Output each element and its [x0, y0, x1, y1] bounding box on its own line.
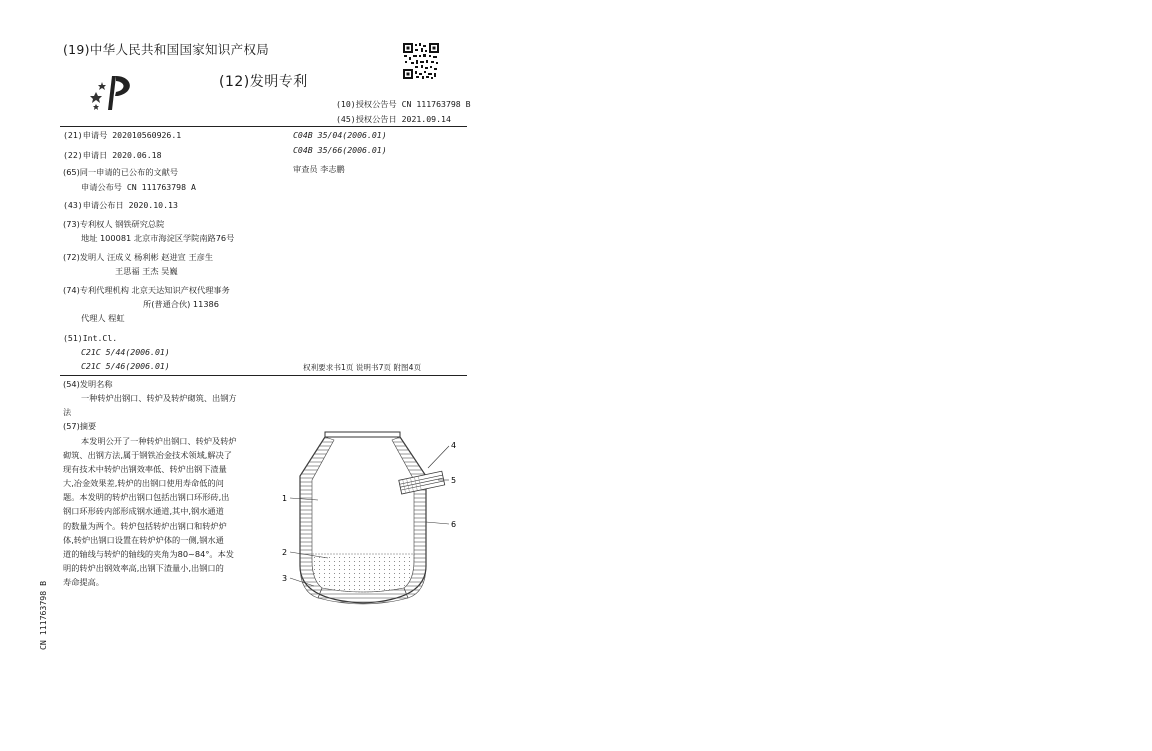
- figure-label-6: 6: [451, 520, 457, 529]
- invention-title-line-2: 法: [63, 407, 72, 417]
- abstract-line: 体,转炉出钢口设置在转炉炉体的一侧,钢水通: [63, 534, 224, 545]
- abstract-line: 大,冶金效果差,转炉的出钢口使用寿命低的问: [63, 478, 224, 489]
- middle-rule: [60, 375, 467, 376]
- figure-label-3: 3: [282, 574, 288, 583]
- converter-figure: [278, 428, 463, 616]
- prior-publication-heading: (65)同一申请的已公布的文献号: [63, 167, 179, 177]
- int-cl-1: C21C 5/44(2006.01): [81, 347, 170, 357]
- patentee: (73)专利权人 钢铁研究总院: [63, 219, 165, 229]
- patentee-address: 地址 100081 北京市海淀区学院南路76号: [81, 233, 235, 243]
- patent-agent: 代理人 程虹: [81, 313, 125, 323]
- classification-2: C04B 35/66(2006.01): [293, 145, 387, 155]
- qr-code: [403, 43, 439, 79]
- page-counts: 权利要求书1页 说明书7页 附图4页: [303, 363, 422, 372]
- invention-title-heading: (54)发明名称: [63, 379, 113, 389]
- abstract-text: [63, 434, 259, 589]
- figure-label-1: 1: [282, 494, 288, 503]
- side-publication-number: CN 111763798 B: [38, 580, 48, 650]
- patent-agency-line-2: 所(普通合伙) 11386: [143, 299, 219, 309]
- document-type: (12)发明专利: [219, 74, 308, 90]
- application-number: (21)申请号 202010560926.1: [63, 130, 182, 140]
- inventors-line-1: (72)发明人 汪成义 杨利彬 赵进宣 王彦生: [63, 252, 214, 262]
- abstract-line: 现有技术中转炉出钢效率低、转炉出钢下渣量: [63, 464, 227, 475]
- abstract-line: 的数量为两个。转炉包括转炉出钢口和转炉炉: [63, 520, 227, 531]
- publication-date: (43)申请公布日 2020.10.13: [63, 200, 178, 210]
- int-cl-heading: (51)Int.Cl.: [63, 333, 118, 343]
- examiner: 审查员 李志鹏: [293, 164, 345, 174]
- abstract-line: 明的转炉出钢效率高,出钢下渣量小,出钢口的: [63, 562, 224, 573]
- cnipa-logo: [88, 72, 140, 112]
- figure-label-4: 4: [451, 441, 457, 450]
- classification-1: C04B 35/04(2006.01): [293, 130, 387, 140]
- patent-agency-line-1: (74)专利代理机构 北京天达知识产权代理事务: [63, 285, 230, 295]
- abstract-line: 砌筑、出钢方法,属于钢铁冶金技术领域,解决了: [63, 450, 232, 461]
- abstract-line: 本发明公开了一种转炉出钢口、转炉及转炉: [81, 436, 237, 446]
- abstract-line: 道的轴线与转炉的轴线的夹角为80~84°。本发: [63, 548, 234, 559]
- abstract-line: 钢口环形砖内部形成钢水通道,其中,钢水通道: [63, 506, 224, 517]
- application-date: (22)申请日 2020.06.18: [63, 150, 162, 160]
- prior-publication-number: 申请公布号 CN 111763798 A: [81, 182, 196, 192]
- grant-publication-number: (10)授权公告号 CN 111763798 B: [336, 99, 471, 109]
- abstract-line: 寿命提高。: [63, 576, 104, 587]
- figure-label-2: 2: [282, 548, 288, 557]
- figure-label-5: 5: [451, 476, 457, 485]
- abstract-heading: (57)摘要: [63, 421, 97, 431]
- inventors-line-2: 王思福 王杰 吴巍: [115, 266, 178, 276]
- int-cl-2: C21C 5/46(2006.01): [81, 361, 170, 371]
- invention-title-line-1: 一种转炉出钢口、转炉及转炉砌筑、出钢方: [81, 393, 237, 403]
- abstract-line: 题。本发明的转炉出钢口包括出钢口环形砖,出: [63, 492, 230, 503]
- grant-publication-date: (45)授权公告日 2021.09.14: [336, 114, 451, 124]
- issuing-office: (19)中华人民共和国国家知识产权局: [63, 42, 270, 57]
- top-rule: [60, 126, 467, 127]
